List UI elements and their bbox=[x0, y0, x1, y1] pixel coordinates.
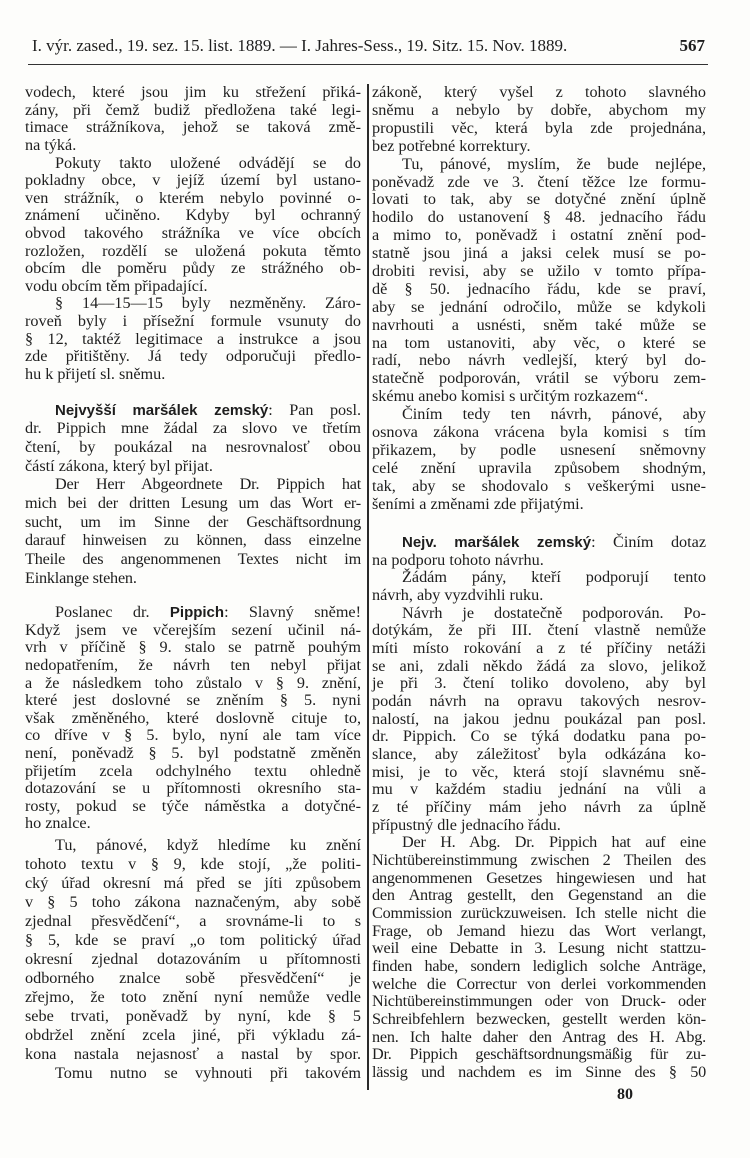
line-text: Dr. Pippich geschäftsordnungsmäßig für zu- bbox=[372, 1045, 706, 1064]
text-line bbox=[25, 855, 361, 874]
line-text: § 14—15—15 byly nezměněny. Záro- bbox=[55, 294, 361, 313]
line-text: na podporu tohoto návrhu. bbox=[372, 550, 544, 569]
text-line bbox=[25, 475, 361, 494]
line-text: čtení, by poukázal na nesrovnalosť obou bbox=[25, 438, 361, 457]
text-line bbox=[25, 931, 361, 950]
line-text: : Činím dotaz bbox=[591, 533, 706, 552]
text-line bbox=[372, 870, 706, 888]
text-line bbox=[25, 366, 361, 384]
text-line bbox=[25, 836, 361, 855]
text-line bbox=[372, 781, 706, 799]
text-line bbox=[25, 401, 361, 420]
text-line bbox=[372, 460, 706, 478]
text-line bbox=[372, 1029, 706, 1047]
text-line bbox=[25, 1045, 361, 1064]
text-line bbox=[372, 496, 706, 514]
running-header bbox=[32, 36, 705, 56]
text-line bbox=[372, 658, 706, 676]
line-text: § 12, taktéž legitimace a instrukce a jsou bbox=[25, 329, 361, 348]
signature-mark: 80 bbox=[617, 1086, 633, 1103]
text-line bbox=[372, 940, 706, 958]
text-line bbox=[25, 513, 361, 532]
column-divider bbox=[367, 84, 369, 1090]
line-text: : Pan posl. bbox=[268, 400, 361, 419]
line-text: Einklange stehen. bbox=[25, 568, 137, 587]
line-text: obcím dle poměru půdy ze strážného ob- bbox=[25, 259, 361, 278]
line-text: Činím tedy ten návrh, pánové, aby bbox=[402, 405, 706, 424]
line-text: odborného znalce sobě přesvědčení“ je bbox=[25, 968, 361, 987]
line-text: roveň byly i přísežní formule vsunuty do bbox=[25, 311, 361, 330]
text-line bbox=[25, 569, 361, 588]
text-line bbox=[25, 1007, 361, 1026]
line-text: na týká. bbox=[25, 135, 77, 154]
line-text: Commission zurückzuweisen. Ich stelle nicht die bbox=[372, 903, 706, 922]
line-text: skému anebo komisi s určitým rozkazem“. bbox=[372, 387, 649, 406]
line-text: podán návrh na opravu takových nesrov- bbox=[372, 692, 706, 711]
line-text: bez potřebné korrektury. bbox=[372, 136, 531, 155]
line-text: misi, je to věc, která stojí slavnému sně- bbox=[372, 762, 706, 781]
line-text: nen. Ich halte daher den Antrag des H. Abg. bbox=[372, 1027, 706, 1046]
line-text: welche die Correctur von derlei vorkommenden bbox=[372, 974, 706, 993]
line-text: sebe trvati, poněvadž by nyní, kde § 5 bbox=[25, 1006, 361, 1025]
text-line bbox=[372, 923, 706, 941]
line-text: ho znalce. bbox=[25, 814, 91, 833]
text-line bbox=[372, 887, 706, 905]
text-line bbox=[372, 728, 706, 746]
line-text: Frage, ob Jemand hiezu das Wort verlangt, bbox=[372, 921, 706, 940]
line-text: ven strážník, o kterém nebylo povinné o- bbox=[25, 188, 361, 207]
text-line bbox=[25, 1064, 361, 1083]
line-text: šeními a změnami zde přijatými. bbox=[372, 494, 584, 513]
line-text: je při 3. čtení toliko dovoleno, aby byl bbox=[372, 674, 706, 693]
text-line bbox=[372, 191, 706, 209]
text-line bbox=[372, 675, 706, 693]
line-text: zřejmo, že toto znění nyní nemůže vedle bbox=[25, 987, 361, 1006]
line-text: známení učiněno. Kdyby byl ochranný bbox=[25, 206, 361, 225]
text-line bbox=[372, 138, 706, 156]
text-line bbox=[25, 119, 361, 137]
line-text: co dříve v § 5. bylo, nyní ale tam více bbox=[25, 726, 361, 745]
text-line bbox=[25, 950, 361, 969]
text-line bbox=[25, 172, 361, 190]
text-line bbox=[372, 1046, 706, 1064]
line-text: v § 5 toho zákona naznačeným, aby sobě bbox=[25, 892, 361, 911]
text-line bbox=[25, 331, 361, 349]
text-line bbox=[25, 348, 361, 366]
line-text: timace strážníkova, jehož se taková změ- bbox=[25, 118, 361, 137]
text-line bbox=[372, 693, 706, 711]
text-line bbox=[25, 207, 361, 225]
text-line bbox=[372, 317, 706, 335]
text-line bbox=[25, 102, 361, 120]
text-line bbox=[25, 727, 361, 745]
speaker-name: Pippich bbox=[169, 604, 225, 622]
text-line bbox=[25, 639, 361, 657]
line-text: částí zákona, který byl přijat. bbox=[25, 456, 213, 475]
text-line bbox=[25, 494, 361, 513]
line-text: weil eine Debatte in 3. Lesung nicht stattzu- bbox=[372, 939, 706, 958]
line-text: zákoně, který vyšel z tohoto slavného bbox=[372, 83, 706, 102]
text-line bbox=[372, 1011, 706, 1029]
text-line bbox=[372, 424, 706, 442]
line-text: však změněného, které doslovně cituje to, bbox=[25, 708, 361, 727]
right-text-block bbox=[372, 534, 706, 1081]
line-text: finden habe, sondern lediglich solche Anträge, bbox=[372, 956, 706, 975]
text-line bbox=[25, 278, 361, 296]
line-text: dě § 50. jednacího řádu, kde se praví, bbox=[372, 279, 706, 298]
line-text: Tu, pánové, když hledíme ku znění bbox=[55, 835, 361, 854]
text-line bbox=[372, 209, 706, 227]
text-line bbox=[372, 263, 706, 281]
line-text: rozložen, rozdělí se uložená pokuta těmto bbox=[25, 241, 361, 260]
text-line bbox=[372, 993, 706, 1011]
text-line bbox=[372, 817, 706, 835]
text-line bbox=[25, 419, 361, 438]
text-line bbox=[25, 260, 361, 278]
line-text: slance, aby záležitosť byla odkázána ko- bbox=[372, 745, 706, 764]
text-line bbox=[372, 640, 706, 658]
line-text: aby se jednání odročilo, může se kdykoli bbox=[372, 297, 706, 316]
text-line bbox=[372, 569, 706, 587]
text-line bbox=[25, 438, 361, 457]
text-line bbox=[372, 406, 706, 424]
line-text: nalostí, na jakou jednu poukázal pan posl. bbox=[372, 709, 706, 728]
text-line bbox=[25, 780, 361, 798]
text-line bbox=[25, 798, 361, 816]
line-text: zjednal přesvědčení“, a srovnáme-li to s bbox=[25, 911, 361, 930]
text-line bbox=[372, 335, 706, 353]
line-text: celé znění upravila způsobem shodným, bbox=[372, 458, 706, 477]
page-number: 567 bbox=[679, 36, 705, 55]
text-line bbox=[25, 190, 361, 208]
text-line bbox=[25, 84, 361, 102]
text-line bbox=[25, 604, 361, 622]
line-text: Pokuty takto uložené odvádějí se do bbox=[55, 153, 361, 172]
text-line bbox=[25, 675, 361, 693]
text-line bbox=[372, 534, 706, 552]
text-line bbox=[25, 622, 361, 640]
speaker-prefix: Poslanec dr. bbox=[55, 603, 170, 622]
line-text: mich bei der dritten Lesung um das Wort er- bbox=[25, 494, 361, 513]
line-text: Tu, pánové, myslím, že bude nejlépe, bbox=[402, 154, 706, 173]
line-text: kona nastala nejasnosť a nastal by spor. bbox=[25, 1044, 361, 1063]
line-text: se ani, zdali někdo žádá za slovo, jelikož bbox=[372, 656, 706, 675]
text-line bbox=[372, 834, 706, 852]
text-line bbox=[25, 745, 361, 763]
text-line bbox=[25, 137, 361, 155]
line-text: přikazem, by podle usnesení sněmovny bbox=[372, 440, 706, 459]
line-text: Tomu nutno se vyhnouti při takovém bbox=[55, 1063, 361, 1082]
text-line bbox=[372, 605, 706, 623]
line-text: angenommenen Gesetzes hingewiesen und hat bbox=[372, 868, 706, 887]
speaker-name: Nejvyšší maršálek zemský bbox=[55, 401, 269, 419]
text-line bbox=[372, 442, 706, 460]
line-text: Theile des angenommenen Textes nicht im bbox=[25, 550, 361, 569]
speaker-name: Nejv. maršálek zemský bbox=[402, 534, 592, 552]
line-text: hu k přijetí sl. sněmu. bbox=[25, 364, 166, 383]
text-line bbox=[372, 478, 706, 496]
text-line bbox=[25, 155, 361, 173]
line-text: vodech, které jsou jim ku střežení přiká- bbox=[25, 83, 361, 102]
line-text: nedopatřením, že návrh ten nebyl přijat bbox=[25, 655, 361, 674]
line-text: míti místo rokování a z té příčiny netáži bbox=[372, 639, 706, 658]
text-line bbox=[372, 156, 706, 174]
text-line bbox=[25, 295, 361, 313]
text-line bbox=[372, 552, 706, 570]
text-line bbox=[25, 657, 361, 675]
line-text: vodu obcím těm připadající. bbox=[25, 276, 208, 295]
text-line bbox=[372, 905, 706, 923]
line-text: statně jsou jiná a jaksi celek musí se po- bbox=[372, 244, 706, 263]
line-text: sněmu a nebylo by dobře, abychom my bbox=[372, 100, 706, 119]
text-line bbox=[25, 763, 361, 781]
right-text-block bbox=[372, 84, 706, 513]
text-line bbox=[25, 874, 361, 893]
line-text: tohoto textu v § 9, kde stojí, „že politi- bbox=[25, 854, 361, 873]
line-text: obvod takového strážníka ve více obcích bbox=[25, 223, 361, 242]
text-line bbox=[372, 352, 706, 370]
text-line bbox=[372, 120, 706, 138]
line-text: hodilo do ustanovení § 48. jednacího řádu bbox=[372, 208, 706, 227]
line-text: Když jsem ve včerejším sezení učinil ná- bbox=[25, 620, 361, 639]
line-text: dr. Pippich mne žádal za slovo ve třetím bbox=[25, 419, 361, 438]
text-line bbox=[372, 799, 706, 817]
left-text-block bbox=[25, 84, 361, 383]
text-line bbox=[25, 988, 361, 1007]
line-text: rosty, pokud se týče náměstka a dotyčné- bbox=[25, 796, 361, 815]
text-line bbox=[372, 711, 706, 729]
line-text: přijetím zcela odchylného textu ohledně bbox=[25, 761, 361, 780]
line-text: radí, nebo návrh vedlejší, který byl do- bbox=[372, 351, 706, 370]
line-text: Der H. Abg. Dr. Pippich hat auf eine bbox=[402, 833, 706, 852]
text-line bbox=[25, 969, 361, 988]
line-text: vrh v příčině § 9. stalo se patrně pouhým bbox=[25, 638, 361, 657]
text-line bbox=[372, 746, 706, 764]
text-line bbox=[372, 1064, 706, 1082]
line-text: dotýkám, že při III. čtení vlastně nemůže bbox=[372, 621, 706, 640]
text-line bbox=[372, 388, 706, 406]
text-line bbox=[25, 1026, 361, 1045]
line-text: zány, při čemž budiž předložena také legi- bbox=[25, 100, 361, 119]
text-line bbox=[25, 710, 361, 728]
line-text: statečně podporován, vrátil se výboru zem- bbox=[372, 369, 706, 388]
text-line bbox=[372, 622, 706, 640]
line-text: Žádám pány, kteří podporují tento bbox=[402, 568, 706, 587]
text-line bbox=[25, 815, 361, 833]
line-text: : Slavný sněme! bbox=[224, 603, 361, 622]
line-text: Návrh je dostatečně podporován. Po- bbox=[402, 603, 706, 622]
line-text: navrhouti a usnésti, sněm také může se bbox=[372, 315, 706, 334]
line-text: Schreibfehlern bezwecken, gestellt werden kön- bbox=[372, 1009, 706, 1028]
line-text: obdržel znění zcela jiné, při výkladu zá- bbox=[25, 1025, 361, 1044]
line-text: tak, aby se shodovalo s veškerými usne- bbox=[372, 476, 706, 495]
text-line bbox=[372, 227, 706, 245]
text-line bbox=[25, 457, 361, 476]
header-rule bbox=[28, 64, 708, 65]
text-line bbox=[372, 281, 706, 299]
line-text: lässig und nachdem es im Sinne des § 50 bbox=[372, 1062, 706, 1081]
text-line bbox=[25, 243, 361, 261]
line-text: § 5, kde se praví „o tom politický úřad bbox=[25, 930, 361, 949]
text-line bbox=[372, 245, 706, 263]
text-line bbox=[372, 587, 706, 605]
line-text: zde přitištěny. Já tedy odporučuji předlo- bbox=[25, 347, 361, 366]
line-text: mu v každém stadiu jednání na vůli a bbox=[372, 780, 706, 799]
line-text: propustili věc, která byla zde projednána, bbox=[372, 118, 706, 137]
line-text: den Antrag gestellt, den Gegenstand an die bbox=[372, 886, 706, 905]
line-text: sucht, um im Sinne der Geschäftsordnung bbox=[25, 512, 361, 531]
line-text: darauf hinweisen zu können, dass einzelne bbox=[25, 531, 361, 550]
text-line bbox=[372, 852, 706, 870]
running-title: I. výr. zased., 19. sez. 15. list. 1889. — I. Jahres-Sess., 19. Sitz. 15. Nov. 1889. bbox=[32, 36, 568, 55]
left-text-block bbox=[25, 604, 361, 833]
text-line bbox=[25, 893, 361, 912]
line-text: není, poněvadž § 5. byl podstatně změněn bbox=[25, 743, 361, 762]
line-text: Der Herr Abgeordnete Dr. Pippich hat bbox=[55, 475, 361, 494]
text-line bbox=[25, 225, 361, 243]
line-text: dotazování se u přítomnosti okresního sta- bbox=[25, 779, 361, 798]
line-text: cký úřad okresní má před se jíti způsobem bbox=[25, 873, 361, 892]
line-text: drobiti revisi, aby se užilo v tomto přípa- bbox=[372, 261, 706, 280]
line-text: okresní zjednal dotazováním u přítomnosti bbox=[25, 949, 361, 968]
line-text: které jest doslovné se zněním § 5. nyni bbox=[25, 691, 361, 710]
line-text: Nichtübereinstimmungen oder von Druck- oder bbox=[372, 992, 706, 1011]
line-text: z té příčiny mám jeho návrh za úplně bbox=[372, 798, 706, 816]
line-text: lovati to tak, aby se dotyčné znění úplně bbox=[372, 190, 706, 209]
text-line bbox=[372, 102, 706, 120]
line-text: a mimo to, poněvadž i ostatní znění pod- bbox=[372, 226, 706, 245]
text-line bbox=[25, 313, 361, 331]
left-text-block bbox=[25, 836, 361, 1083]
line-text: a že následkem toho zůstalo v § 9. znění, bbox=[25, 673, 361, 692]
text-line bbox=[372, 958, 706, 976]
left-text-block bbox=[25, 401, 361, 588]
line-text: na tom ustanoviti, aby věc, o které se bbox=[372, 333, 706, 352]
text-line bbox=[372, 174, 706, 192]
text-line bbox=[372, 764, 706, 782]
text-line bbox=[372, 370, 706, 388]
line-text: návrh, aby vyzdvihli ruku. bbox=[372, 586, 544, 605]
line-text: osnova zákona vrácena byla komisi s tím bbox=[372, 422, 706, 441]
text-line bbox=[25, 531, 361, 550]
line-text: dr. Pippich. Co se týká dodatku pana po- bbox=[372, 727, 706, 746]
line-text: Nichtübereinstimmung zwischen 2 Theilen des bbox=[372, 850, 706, 869]
text-line bbox=[372, 84, 706, 102]
line-text: pokladny obce, v jejíž území byl ustano- bbox=[25, 171, 361, 190]
text-line bbox=[372, 976, 706, 994]
line-text: poněvadž zde ve 3. čtení těžce lze formu- bbox=[372, 172, 706, 191]
text-line bbox=[25, 912, 361, 931]
text-line bbox=[372, 299, 706, 317]
line-text: přípustný dle jednacího řádu. bbox=[372, 815, 561, 834]
text-line bbox=[25, 692, 361, 710]
text-line bbox=[25, 550, 361, 569]
